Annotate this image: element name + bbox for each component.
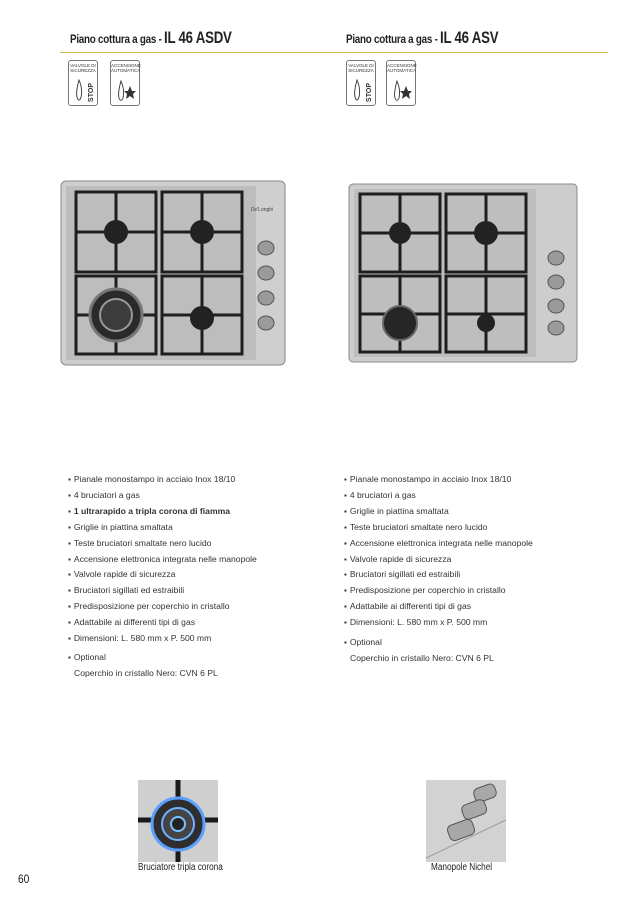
header-rule bbox=[60, 52, 608, 53]
title-prefix: Piano cottura a gas - bbox=[346, 32, 438, 46]
photo-caption: Manopole Nichel bbox=[431, 862, 493, 873]
feature-item: ▪ Dimensioni: L. 580 mm x P. 500 mm bbox=[344, 615, 533, 631]
optional-label: ▪ Optional bbox=[68, 650, 218, 666]
nickel-knobs-photo bbox=[426, 780, 506, 862]
brand-logo: De'Longhi bbox=[250, 207, 274, 213]
feature-item: ▪ 4 bruciatori a gas bbox=[344, 488, 533, 504]
page-number: 60 bbox=[18, 872, 30, 886]
spark-flame-icon bbox=[391, 77, 413, 103]
feature-item: ▪ Valvole rapide di sicurezza bbox=[344, 552, 533, 568]
safety-valve-badge bbox=[68, 60, 98, 106]
badge-label: VALVOLE DI SICUREZZA bbox=[70, 63, 96, 73]
badge-label: ACCENSIONE AUTOMATICA bbox=[111, 63, 141, 73]
hob-image bbox=[58, 178, 288, 368]
burner-icon bbox=[190, 220, 214, 244]
burner-icon bbox=[104, 220, 128, 244]
feature-item: ▪ Teste bruciatori smaltate nero lucido bbox=[344, 520, 533, 536]
feature-item: ▪ Valvole rapide di sicurezza bbox=[68, 567, 257, 583]
optional-item: Coperchio in cristallo Nero: CVN 6 PL bbox=[350, 652, 494, 663]
badge-label: VALVOLE DI SICUREZZA bbox=[348, 63, 374, 73]
flame-icon bbox=[75, 79, 83, 103]
feature-item: ▪ Pianale monostampo in acciaio Inox 18/10 bbox=[344, 472, 533, 488]
stop-label: STOP bbox=[366, 83, 373, 102]
flame-icon bbox=[353, 79, 361, 103]
feature-list bbox=[68, 472, 257, 647]
auto-ignition-badge bbox=[110, 60, 140, 106]
feature-item: ▪ Adattabile ai differenti tipi di gas bbox=[344, 599, 533, 615]
feature-item: ▪ Accensione elettronica integrata nelle manopole bbox=[344, 536, 533, 552]
safety-valve-badge bbox=[346, 60, 376, 106]
feature-item: ▪ Griglie in piattina smaltata bbox=[344, 504, 533, 520]
product-title bbox=[70, 28, 251, 48]
feature-item: ▪ 1 ultrarapido a tripla corona di fiamma bbox=[68, 504, 257, 520]
product-title bbox=[346, 28, 515, 48]
feature-list bbox=[344, 472, 533, 631]
badge-label: ACCENSIONE AUTOMATICA bbox=[387, 63, 417, 73]
feature-item: ▪ Teste bruciatori smaltate nero lucido bbox=[68, 536, 257, 552]
stop-label: STOP bbox=[88, 83, 95, 102]
hob-image bbox=[346, 178, 581, 368]
optional-label: ▪ Optional bbox=[344, 635, 494, 651]
feature-item: ▪ Accensione elettronica integrata nelle manopole bbox=[68, 552, 257, 568]
model-name: IL 46 ASDV bbox=[163, 28, 232, 47]
feature-item: ▪ Predisposizione per coperchio in cristallo bbox=[68, 599, 257, 615]
feature-item: ▪ Bruciatori sigillati ed estraibili bbox=[344, 567, 533, 583]
photo-caption: Bruciatore tripla corona bbox=[138, 862, 223, 873]
feature-item: ▪ Bruciatori sigillati ed estraibili bbox=[68, 583, 257, 599]
spark-flame-icon bbox=[115, 77, 137, 103]
model-name: IL 46 ASV bbox=[439, 28, 499, 47]
optional-block bbox=[344, 635, 494, 666]
feature-item: ▪ Predisposizione per coperchio in cristallo bbox=[344, 583, 533, 599]
feature-item: ▪ 4 bruciatori a gas bbox=[68, 488, 257, 504]
feature-item: ▪ Griglie in piattina smaltata bbox=[68, 520, 257, 536]
feature-item: ▪ Dimensioni: L. 580 mm x P. 500 mm bbox=[68, 631, 257, 647]
feature-item: ▪ Pianale monostampo in acciaio Inox 18/10 bbox=[68, 472, 257, 488]
title-prefix: Piano cottura a gas - bbox=[70, 32, 162, 46]
optional-item: Coperchio in cristallo Nero: CVN 6 PL bbox=[74, 667, 218, 678]
feature-item: ▪ Adattabile ai differenti tipi di gas bbox=[68, 615, 257, 631]
optional-block bbox=[68, 650, 218, 681]
auto-ignition-badge bbox=[386, 60, 416, 106]
triple-burner-photo bbox=[138, 780, 218, 862]
